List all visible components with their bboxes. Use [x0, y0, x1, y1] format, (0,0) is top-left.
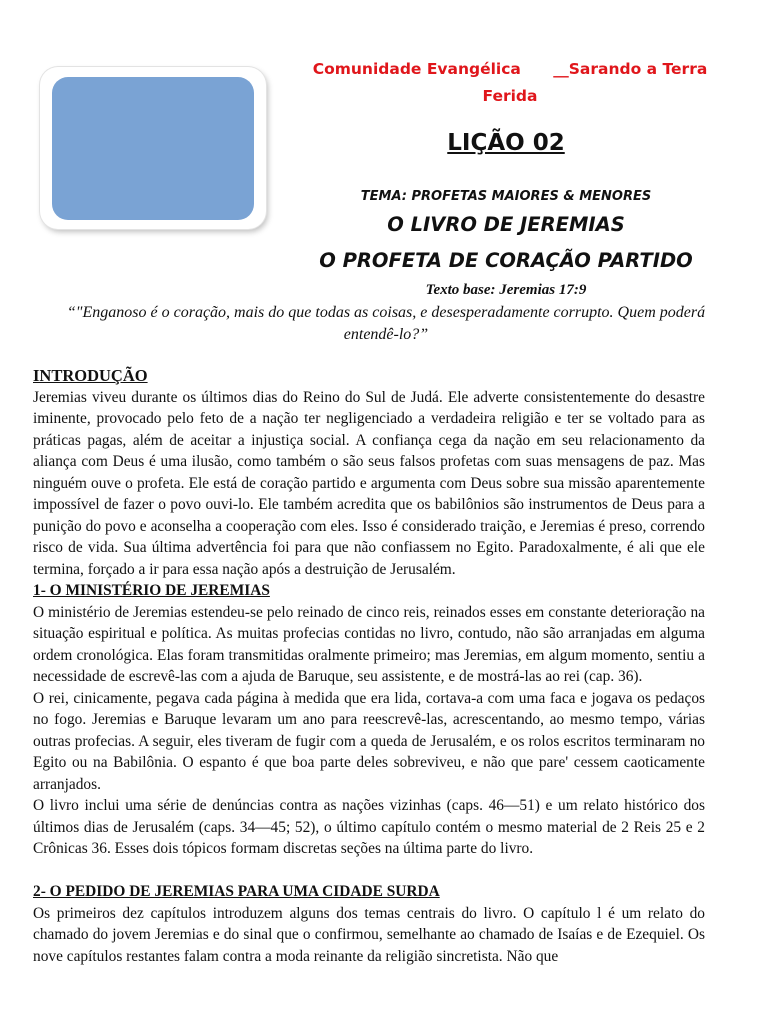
church-logo: [40, 67, 266, 229]
intro-heading: INTRODUÇÃO: [33, 366, 148, 385]
scripture-quote: “"Enganoso é o coração, mais do que todas as coisas, e desesperadamente corrupto. Quem poderá entendê-lo?”: [66, 304, 706, 343]
document-body: [33, 365, 705, 967]
book-title: O LIVRO DE JEREMIAS: [387, 213, 625, 236]
organization-name-continued: Ferida: [482, 87, 538, 105]
section-1-paragraph-1: O ministério de Jeremias estendeu-se pelo reinado de cinco reis, reinados esses em constante deterioração na situação espiritual e política. As muitas profecias contidas no livro, contudo, não são arranjadas em alguma ordem cronológica. Elas foram transmitidas oralmente primeiro; mas Jeremias, em algum momento, sentiu a necessidade de escrevê-las com a ajuda de Baruque, seu assistente, e de mostrá-las ao rei (cap. 36).: [33, 603, 705, 685]
section-1-heading: 1- O MINISTÉRIO DE JEREMIAS: [33, 582, 270, 599]
organization-name: Comunidade Evangélica __Sarando a Terra: [312, 60, 708, 78]
base-text-reference: Texto base: Jeremias 17:9: [425, 282, 587, 298]
lesson-title: LIÇÃO 02: [447, 130, 565, 156]
section-2-heading: 2- O PEDIDO DE JEREMIAS PARA UMA CIDADE SURDA: [33, 883, 440, 900]
lesson-theme: TEMA: PROFETAS MAIORES & MENORES: [360, 189, 652, 204]
paragraph-spacer: [33, 860, 705, 882]
prophet-subtitle: O PROFETA DE CORAÇÃO PARTIDO: [319, 249, 693, 272]
section-1-paragraph-2: O rei, cinicamente, pegava cada página à medida que era lida, cortava-a com uma faca e jogava os pedaços no fogo. Jeremias e Baruque levaram um ano para reescrevê-las, acrescentando, ao mesmo tempo, várias outras profecias. A seguir, eles tiveram de fugir com a queda de Jerusalém, e os rolos escritos terminaram no Egito ou na Babilônia. O espanto é que boa parte deles sobreviveu, e não que pare' cessem caoticamente arranjados.: [33, 689, 705, 793]
logo-blue-panel: [52, 77, 254, 220]
section-2-paragraph-1: Os primeiros dez capítulos introduzem alguns dos temas centrais do livro. O capítulo l é um relato do chamado do jovem Jeremias e do sinal que o confirmou, semelhante ao chamado de Isaías e de Ezequiel. Os nove capítulos restantes falam contra a moda reinante da religião sincretista. Não que: [33, 904, 705, 965]
section-1-paragraph-3: O livro inclui uma série de denúncias contra as nações vizinhas (caps. 46—51) e um relato histórico dos últimos dias de Jerusalém (caps. 34—45; 52), o último capítulo contém o mesmo material de 2 Reis 25 e 2 Crônicas 36. Esses dois tópicos formam discretas seções na última parte do livro.: [33, 797, 705, 857]
intro-paragraph: Jeremias viveu durante os últimos dias do Reino do Sul de Judá. Ele adverte consistentemente do desastre iminente, provocado pelo feto de a nação ter negligenciado a verdadeira religião e ter se voltado para as práticas pagas, além de aceitar a injustiça social. A confiança cega da nação em seu relacionamento da aliança com Deus é uma ilusão, como também o são seus falsos profetas com suas mensagens de paz. Mas ninguém ouve o profeta. Ele está de coração partido e argumenta com Deus sobre sua missão aparentemente impossível de fazer o povo ouvi-lo. Ele também acredita que os babilônios são instrumentos de Deus para a punição do povo e aconselha a cooperação com eles. Isso é considerado traição, e Jeremias é preso, correndo risco de vida. Sua última advertência foi para que não confiassem no Egito. Paradoxalmente, é ali que ele termina, forçado a ir para essa nação após a destruição de Jerusalém.: [33, 388, 705, 578]
